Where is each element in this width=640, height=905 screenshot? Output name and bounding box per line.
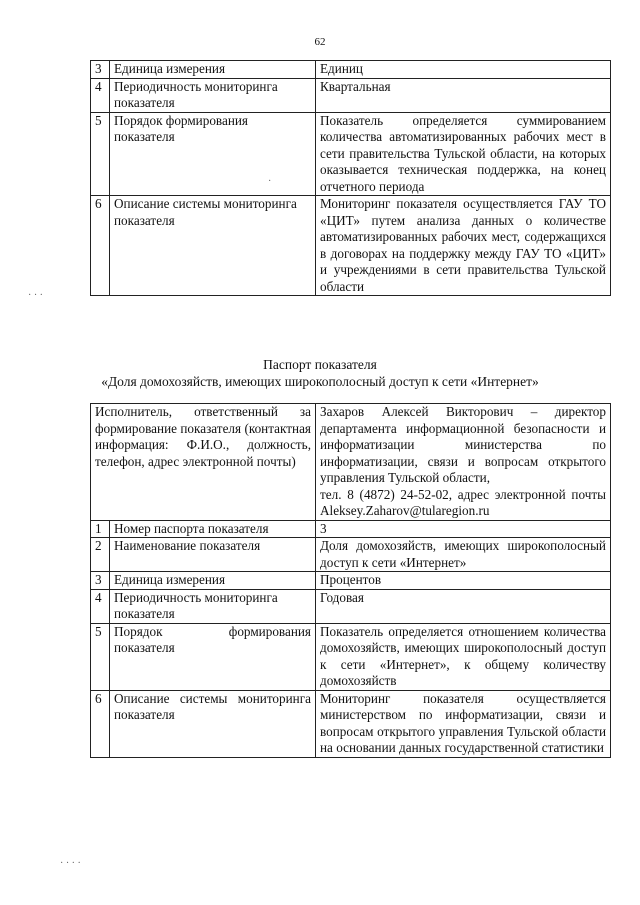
executor-contact: тел. 8 (4872) 24-52-02, адрес электронной почты Aleksey.Zaharov@tularegion.ru	[320, 486, 606, 518]
table-row	[91, 61, 611, 79]
row-label: Номер паспорта показателя	[110, 520, 316, 538]
row-value: Годовая	[316, 589, 611, 623]
row-number: 4	[91, 78, 110, 112]
row-label: Порядок формирования показателя	[110, 623, 316, 690]
table-row	[91, 538, 611, 572]
row-number: 4	[91, 589, 110, 623]
row-number: 2	[91, 538, 110, 572]
table-row	[91, 196, 611, 296]
row-label: Периодичность мониторинга показателя	[110, 589, 316, 623]
row-value: Квартальная	[316, 78, 611, 112]
row-number: 3	[91, 572, 110, 590]
row-value: Процентов	[316, 572, 611, 590]
scan-speck: ·	[268, 176, 272, 187]
row-value: Показатель определяется суммированием количества автоматизированных рабочих мест в сети правительства Тульской области, на которых оказывается техническая поддержка, на конец отчетного периода	[316, 112, 611, 196]
row-label: Порядок формирования показателя	[110, 112, 316, 196]
scan-speck: · · · ·	[60, 858, 81, 869]
table-row	[91, 690, 611, 757]
passport-title: Паспорт показателя	[263, 357, 377, 372]
row-value: Единиц	[316, 61, 611, 79]
row-value: Мониторинг показателя осуществляется министерством по информатизации, связи и вопросам открытого управления Тульской области на основании данных государственной статистики	[316, 690, 611, 757]
row-label: Периодичность мониторинга показателя	[110, 78, 316, 112]
row-value: Доля домохозяйств, имеющих широкополосный доступ к сети «Интернет»	[316, 538, 611, 572]
row-value: Мониторинг показателя осуществляется ГАУ ТО «ЦИТ» путем анализа данных о количестве автоматизированных рабочих мест, содержащихся в договорах на поддержку между ГАУ ТО «ЦИТ» и учреждениями в сети правительства Тульской области	[316, 196, 611, 296]
page-number: 62	[314, 36, 326, 48]
row-number: 5	[91, 623, 110, 690]
indicator-passport-table	[90, 403, 611, 758]
table-row	[91, 572, 611, 590]
row-label: Описание системы мониторинга показателя	[110, 196, 316, 296]
table-row	[91, 623, 611, 690]
executor-label: Исполнитель, ответственный за формирование показателя (контактная информация: Ф.И.О., должность, телефон, адрес электронной почты)	[91, 404, 316, 521]
row-value: Показатель определяется отношением количества домохозяйств, имеющих широкополосный доступ к сети «Интернет», к общему количеству домохозяйств	[316, 623, 611, 690]
row-number: 5	[91, 112, 110, 196]
row-number: 6	[91, 196, 110, 296]
scan-speck: · · ·	[28, 290, 43, 301]
executor-value: Захаров Алексей Викторович – директор департамента информационной безопасности и информатизации министерства по информатизации, связи и вопросам открытого управления Тульской области,	[320, 404, 606, 485]
table-row	[91, 112, 611, 196]
row-number: 3	[91, 61, 110, 79]
row-label: Единица измерения	[110, 61, 316, 79]
table-row	[91, 589, 611, 623]
row-label: Описание системы мониторинга показателя	[110, 690, 316, 757]
executor-row	[91, 404, 611, 521]
row-number: 6	[91, 690, 110, 757]
table-row	[91, 78, 611, 112]
row-label: Наименование показателя	[110, 538, 316, 572]
table-row	[91, 520, 611, 538]
row-number: 1	[91, 520, 110, 538]
row-value: 3	[316, 520, 611, 538]
executor-cell	[316, 404, 611, 521]
row-label: Единица измерения	[110, 572, 316, 590]
indicator-table-continued	[90, 60, 611, 296]
passport-subtitle: «Доля домохозяйств, имеющих широкополосный доступ к сети «Интернет»	[101, 374, 539, 389]
